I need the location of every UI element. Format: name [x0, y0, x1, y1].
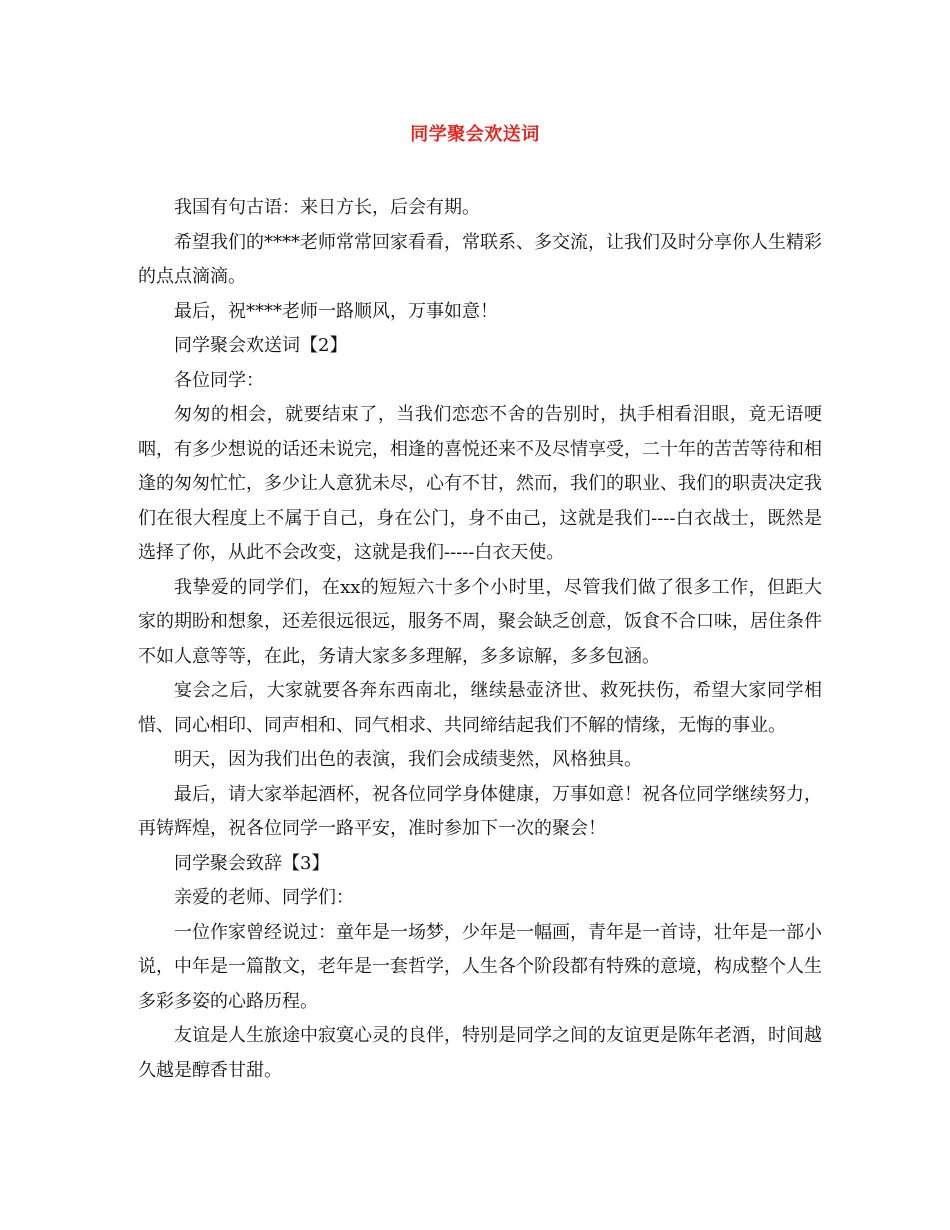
section-heading: 同学聚会致辞【3】: [174, 852, 330, 874]
paragraph: 希望我们的****老师常常回家看看，常联系、多交流，让我们及时分享你人生精彩的点点滴滴。: [138, 231, 822, 287]
paragraph: 一位作家曾经说过：童年是一场梦，少年是一幅画，青年是一首诗，壮年是一部小说，中年是一篇散文，老年是一套哲学，人生各个阶段都有特殊的意境，构成整个人生多彩多姿的心路历程。: [138, 921, 822, 1012]
paragraph: 最后，祝****老师一路顺风，万事如意！: [174, 300, 498, 322]
paragraph: 友谊是人生旅途中寂寞心灵的良伴，特别是同学之间的友谊更是陈年老酒，时间越久越是醇香甘甜。: [138, 1025, 822, 1081]
paragraph: 我挚爱的同学们，在xx的短短六十多个小时里，尽管我们做了很多工作，但距大家的期盼和想象，还差很远很远，服务不周，聚会缺乏创意，饭食不合口味，居住条件不如人意等等，在此，务请大家多多理解，多多谅解，多多包涵。: [138, 576, 822, 667]
paragraph: 匆匆的相会，就要结束了，当我们恋恋不舍的告别时，执手相看泪眼，竟无语哽咽，有多少想说的话还未说完，相逢的喜悦还来不及尽情享受，二十年的苦苦等待和相逢的匆匆忙忙，多少让人意犹未尽，心有不甘，然而，我们的职业、我们的职责决定我们在很大程度上不属于自己，身在公门，身不由己，这就是我们----白衣战士，既然是选择了你，从此不会改变，这就是我们-----白衣天使。: [138, 404, 822, 563]
document-body: [138, 191, 822, 1088]
salutation: 亲爱的老师、同学们：: [174, 887, 354, 908]
paragraph: 明天，因为我们出色的表演，我们会成绩斐然，风格独具。: [174, 749, 642, 770]
paragraph: 最后，请大家举起酒杯，祝各位同学身体健康，万事如意！祝各位同学继续努力，再铸辉煌，祝各位同学一路平安，准时参加下一次的聚会！: [138, 783, 822, 839]
salutation: 各位同学：: [174, 369, 264, 391]
section-heading: 同学聚会欢送词【2】: [174, 335, 348, 356]
paragraph: 我国有句古语：来日方长，后会有期。: [174, 197, 480, 218]
paragraph: 宴会之后，大家就要各奔东西南北，继续悬壶济世、救死扶伤，希望大家同学相惜、同心相印、同声相和、同气相求、共同缔结起我们不解的情缘，无悔的事业。: [138, 680, 822, 736]
document-title: 同学聚会欢送词: [410, 124, 540, 145]
